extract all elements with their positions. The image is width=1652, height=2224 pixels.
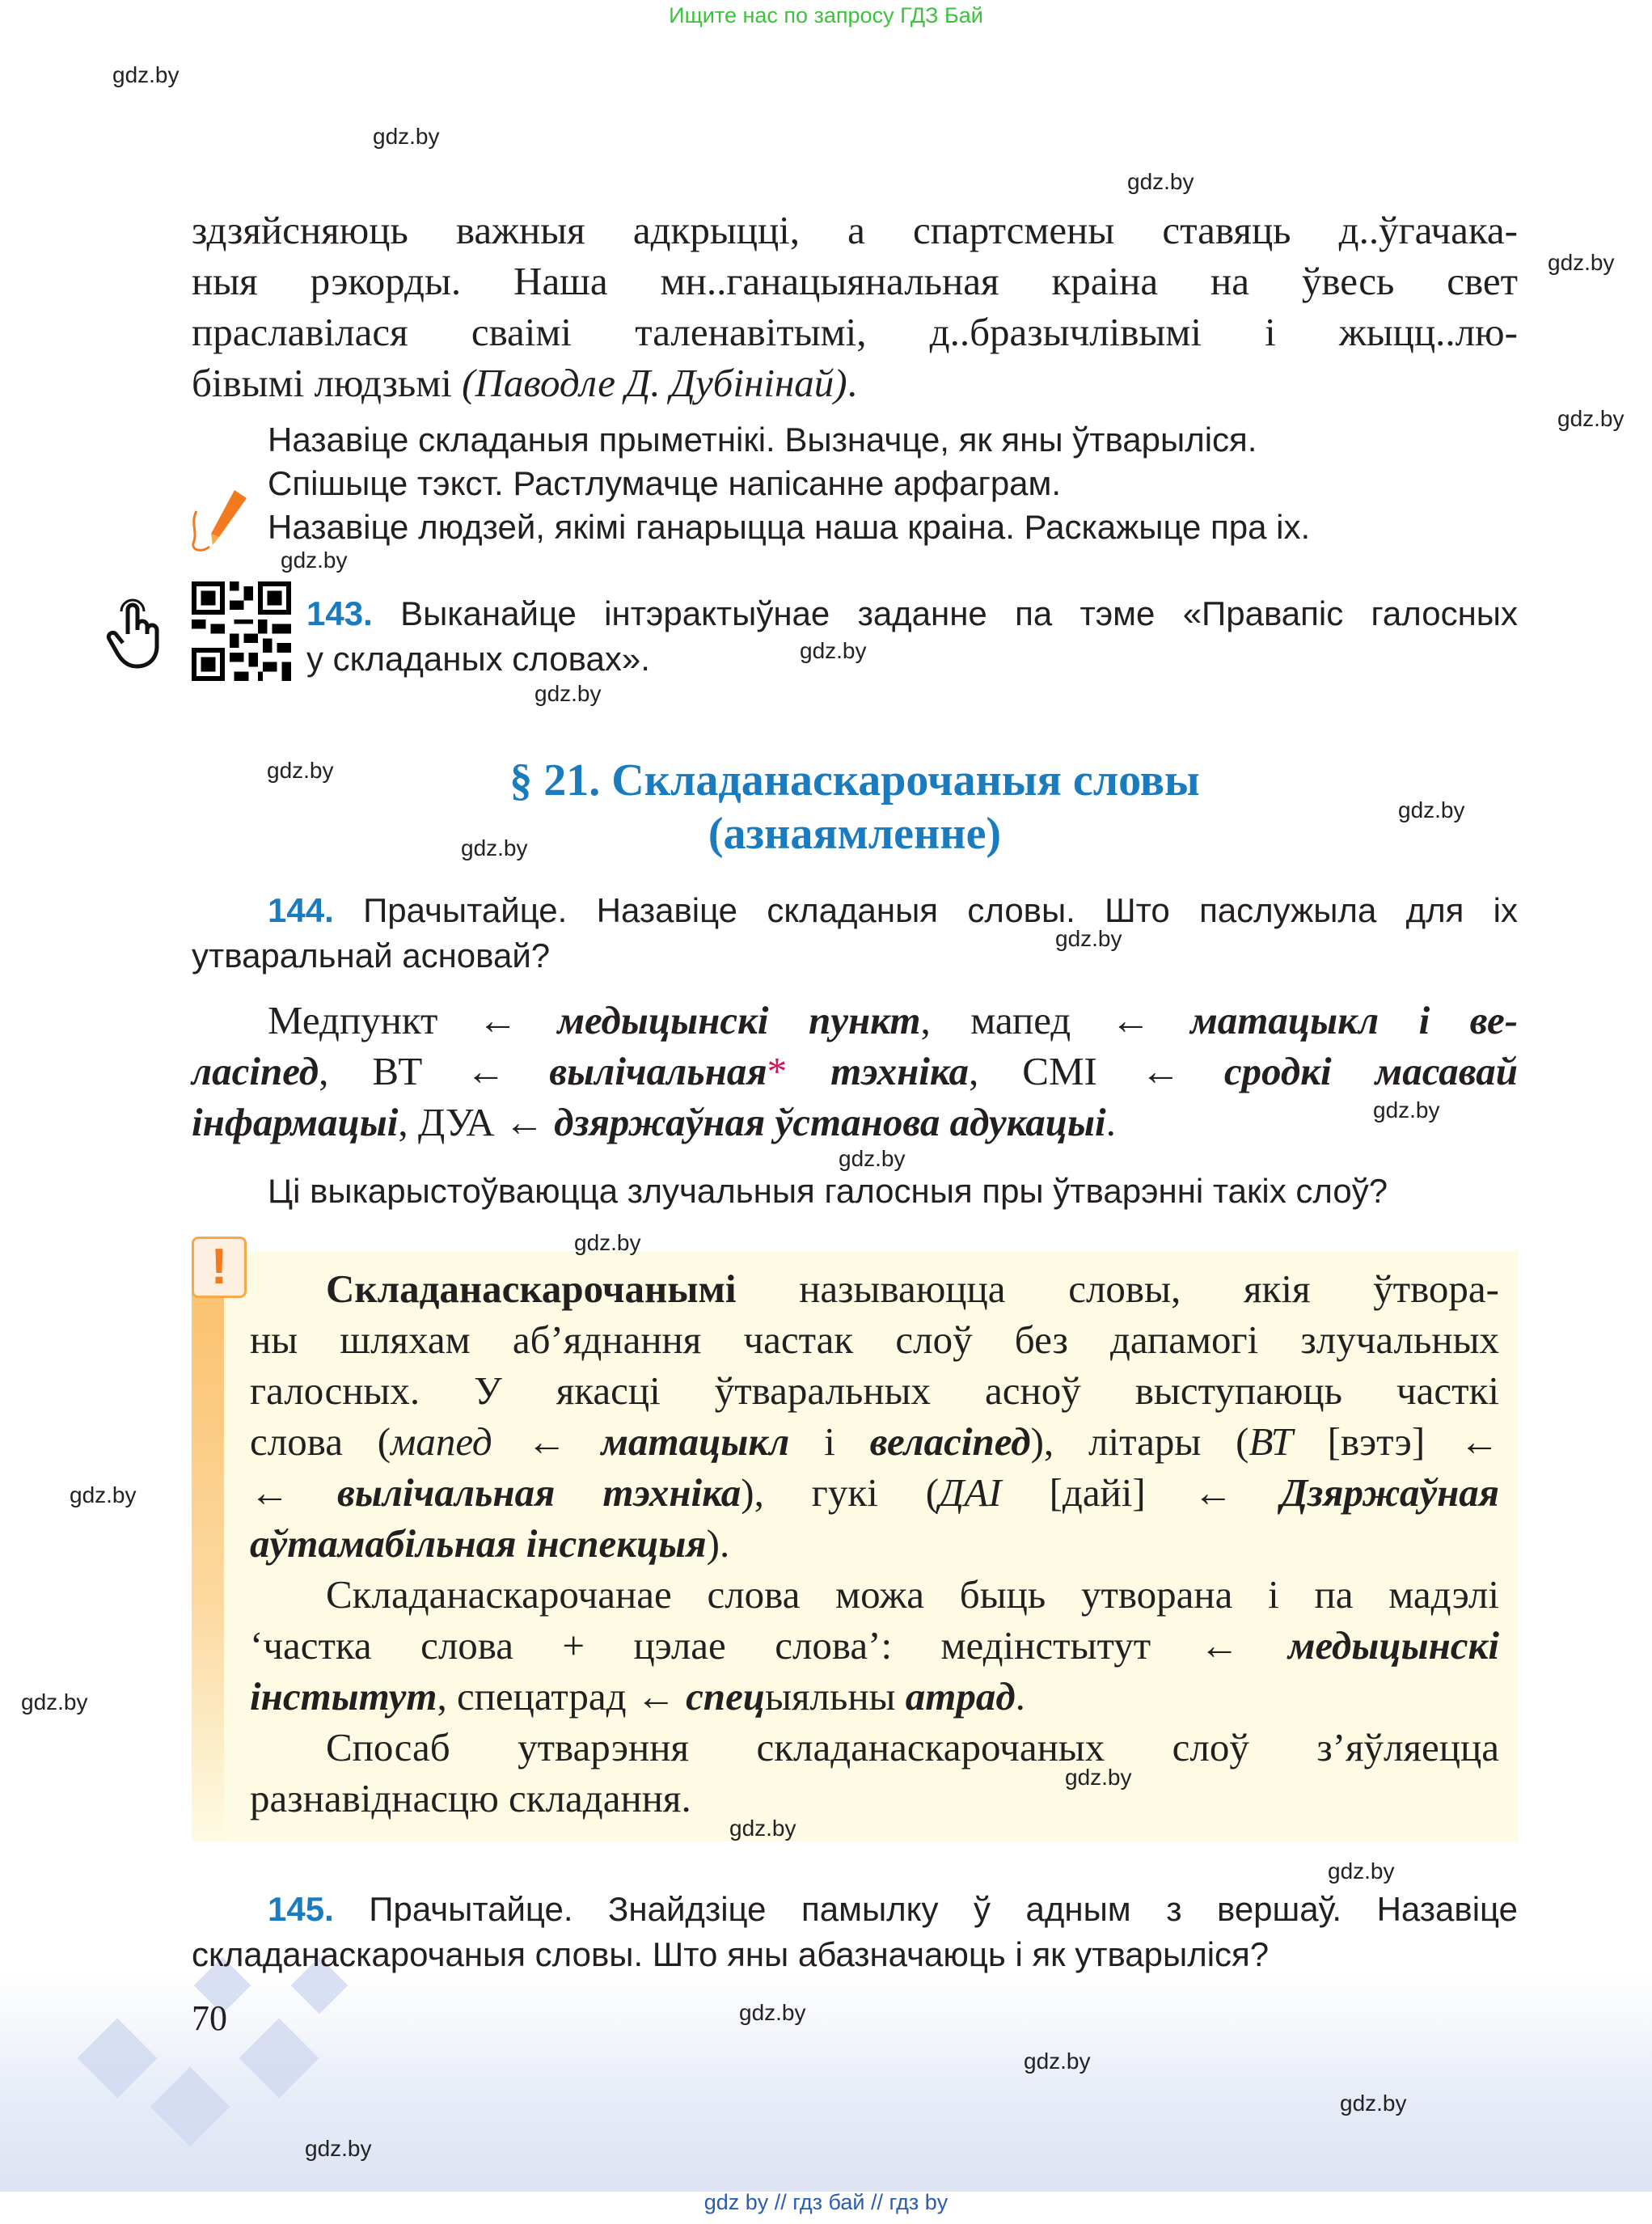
question-list	[268, 418, 1310, 549]
rule-line	[250, 1467, 1499, 1518]
example-line	[192, 995, 1518, 1046]
term: Складанаскарочанымі	[326, 1266, 737, 1311]
watermark: gdz.by	[461, 835, 528, 860]
footer-links[interactable]: gdz by // гдз бай // гдз by	[703, 2190, 949, 2214]
text: .	[1015, 1674, 1025, 1719]
watermark: gdz.by	[739, 2000, 806, 2025]
rule-accent-bar	[192, 1251, 224, 1841]
bottom-decoration	[0, 1973, 1652, 2192]
text: веласіпед	[869, 1419, 1031, 1464]
text-line	[192, 357, 1518, 408]
text: Дзяржаўная	[1280, 1470, 1500, 1515]
task-number: 145.	[268, 1890, 334, 1928]
text: , ВТ ←	[319, 1049, 550, 1093]
intro-paragraph	[192, 205, 1518, 408]
watermark: gdz.by	[1373, 1097, 1440, 1123]
watermark: gdz.by	[1065, 1765, 1132, 1790]
rule-text	[250, 1263, 1499, 1824]
section-heading	[450, 754, 1259, 860]
diamond-shape	[150, 2067, 230, 2147]
text: ←	[250, 1470, 337, 1515]
text: і	[789, 1419, 870, 1464]
watermark: gdz.by	[21, 1689, 88, 1715]
text: матацыкл і ве-	[1190, 998, 1519, 1042]
exclamation-icon	[192, 1237, 247, 1298]
text: тэхніка	[830, 1049, 970, 1093]
task-143	[306, 591, 1518, 682]
asterisk-mark: *	[767, 1049, 788, 1093]
text-line: праславілася сваімі таленавітымі, д..бразычлівымі і жыцц..лю-	[192, 310, 1518, 354]
text: бівымі людзьмі	[192, 361, 463, 405]
watermark: gdz.by	[800, 638, 867, 663]
rule-line: разнавіднасцю складання.	[250, 1776, 691, 1820]
watermark: gdz.by	[574, 1230, 641, 1255]
text: [вэтэ] ←	[1292, 1419, 1500, 1464]
task-line: у складаных словах».	[306, 640, 650, 678]
text: .	[1105, 1100, 1116, 1144]
rule-line: Складанаскарочанае слова можа быць утворана і па мадэлі	[326, 1572, 1499, 1617]
diamond-shape	[78, 2019, 158, 2099]
rule-line: галосных. У якасці ўтваральных асноў выступаюць часткі	[250, 1368, 1499, 1413]
task-145	[192, 1887, 1518, 1977]
rule-line	[250, 1518, 1499, 1569]
watermark: gdz.by	[112, 62, 180, 87]
text: , ДУА ←	[398, 1100, 555, 1144]
section-subtitle: (азнаямленне)	[708, 809, 1002, 859]
text: вылічальная	[549, 1049, 767, 1093]
text: слова (	[250, 1419, 391, 1464]
watermark: gdz.by	[1548, 250, 1615, 275]
page-number: 70	[192, 1998, 227, 2038]
watermark: gdz.by	[267, 758, 334, 783]
watermark: gdz.by	[839, 1146, 906, 1171]
watermark: gdz.by	[305, 2136, 372, 2161]
text: ), літары (	[1030, 1419, 1249, 1464]
text: ‘частка слова + цэлае слова’: медінстытут ←	[250, 1623, 1288, 1668]
pencil-icon	[190, 487, 255, 556]
text: спец	[686, 1674, 766, 1719]
rule-line	[250, 1416, 1499, 1467]
examples-block	[192, 995, 1518, 1148]
watermark: gdz.by	[70, 1482, 137, 1507]
watermark: gdz.by	[1127, 169, 1194, 194]
text: ласіпед	[192, 1049, 319, 1093]
text: аўтамабільная інспекцыя	[250, 1521, 707, 1566]
text: ДАІ	[939, 1470, 1002, 1515]
rule-line: ны шляхам аб’яднання частак слоў без дапамогі злучальных	[250, 1317, 1499, 1362]
text: інстытут	[250, 1674, 437, 1719]
text	[787, 1049, 830, 1093]
example-line	[192, 1046, 1518, 1097]
exclamation-glyph: !	[210, 1239, 228, 1295]
text: .	[847, 361, 857, 405]
section-title: § 21. Складанаскарочаныя словы	[509, 755, 1200, 805]
rule-line	[250, 1620, 1499, 1671]
top-banner[interactable]: Ищите нас по запросу ГДЗ Бай	[669, 3, 983, 27]
text: атрад	[905, 1674, 1016, 1719]
task-144-question: Ці выкарыстоўваюцца злучальныя галосныя пры ўтварэнні такіх слоў?	[268, 1172, 1388, 1210]
text: ).	[706, 1521, 730, 1566]
rule-line: Спосаб утварэння складанаскарочаных слоў з’яўляецца	[326, 1725, 1499, 1769]
watermark: gdz.by	[373, 124, 440, 149]
text: Прачытайце. Знайдзіце памылку ў адным з вершаў. Назавіце	[369, 1890, 1518, 1928]
text: , СМІ ←	[969, 1049, 1224, 1093]
watermark: gdz.by	[729, 1816, 796, 1841]
text: ВТ	[1249, 1419, 1293, 1464]
task-line	[192, 1887, 1518, 1932]
text: дзяржаўная ўстанова адукацыі	[554, 1100, 1106, 1144]
text: [дайі] ←	[1001, 1470, 1281, 1515]
example-line	[192, 1097, 1518, 1148]
text: Прачытайце. Назавіце складаныя словы. Што паслужыла для іх	[363, 891, 1518, 929]
touch-hand-icon	[104, 594, 168, 670]
text: , спецатрад ←	[437, 1674, 687, 1719]
text: , мапед ←	[920, 998, 1191, 1042]
qr-code[interactable]	[192, 581, 291, 681]
text-line: здзяйсняюць важныя адкрыцці, а спартсмены ставяць д..ўгачака-	[192, 208, 1518, 252]
question-item: Спішыце тэкст. Растлумачце напісанне арфаграм.	[268, 464, 1062, 502]
text: ), гукі (	[741, 1470, 940, 1515]
rule-line	[250, 1671, 1499, 1722]
task-line: утваральнай асновай?	[192, 937, 551, 975]
rule-line	[250, 1263, 1499, 1314]
task-number: 144.	[268, 891, 334, 929]
question-item: Назавіце складаныя прыметнікі. Вызначце, як яны ўтварыліся.	[268, 421, 1257, 459]
text: Медпункт ←	[268, 998, 558, 1042]
rule-box	[192, 1251, 1518, 1841]
watermark: gdz.by	[534, 681, 602, 706]
watermark: gdz.by	[1398, 797, 1465, 822]
watermark: gdz.by	[1024, 2049, 1091, 2074]
watermark: gdz.by	[1055, 926, 1122, 951]
task-number: 143.	[306, 594, 373, 632]
watermark: gdz.by	[1328, 1858, 1395, 1884]
text: вылічальная тэхніка	[337, 1470, 741, 1515]
task-line: складанаскарочаныя словы. Што яны абазначаюць і як утварыліся?	[192, 1935, 1270, 1973]
source-citation: (Паводле Д. Дубінінай)	[462, 361, 847, 405]
watermark: gdz.by	[1557, 406, 1625, 431]
task-line	[192, 888, 1518, 933]
text: медыцынскі пункт	[557, 998, 921, 1042]
question-item: Назавіце людзей, якімі ганарыцца наша краіна. Раскажыце пра іх.	[268, 508, 1311, 546]
text: ыяльны	[765, 1674, 906, 1719]
watermark: gdz.by	[1340, 2091, 1407, 2116]
watermark: gdz.by	[281, 548, 348, 573]
text: сродкі масавай	[1223, 1049, 1519, 1093]
task-144	[192, 888, 1518, 979]
text-line: ныя рэкорды. Наша мн..ганацыянальная краіна на ўвесь свет	[192, 259, 1518, 303]
text: інфармацыі	[192, 1100, 399, 1144]
diamond-shape	[239, 2019, 319, 2099]
text: матацыкл	[601, 1419, 790, 1464]
text: медыцынскі	[1287, 1623, 1499, 1668]
task-line	[306, 591, 1518, 636]
text: мапед	[391, 1419, 492, 1464]
text: ←	[492, 1419, 602, 1464]
text: называюцца словы, якія ўтвора-	[736, 1266, 1499, 1311]
text: Выканайце інтэрактыўнае заданне па тэме «Правапіс галосных	[400, 594, 1518, 632]
